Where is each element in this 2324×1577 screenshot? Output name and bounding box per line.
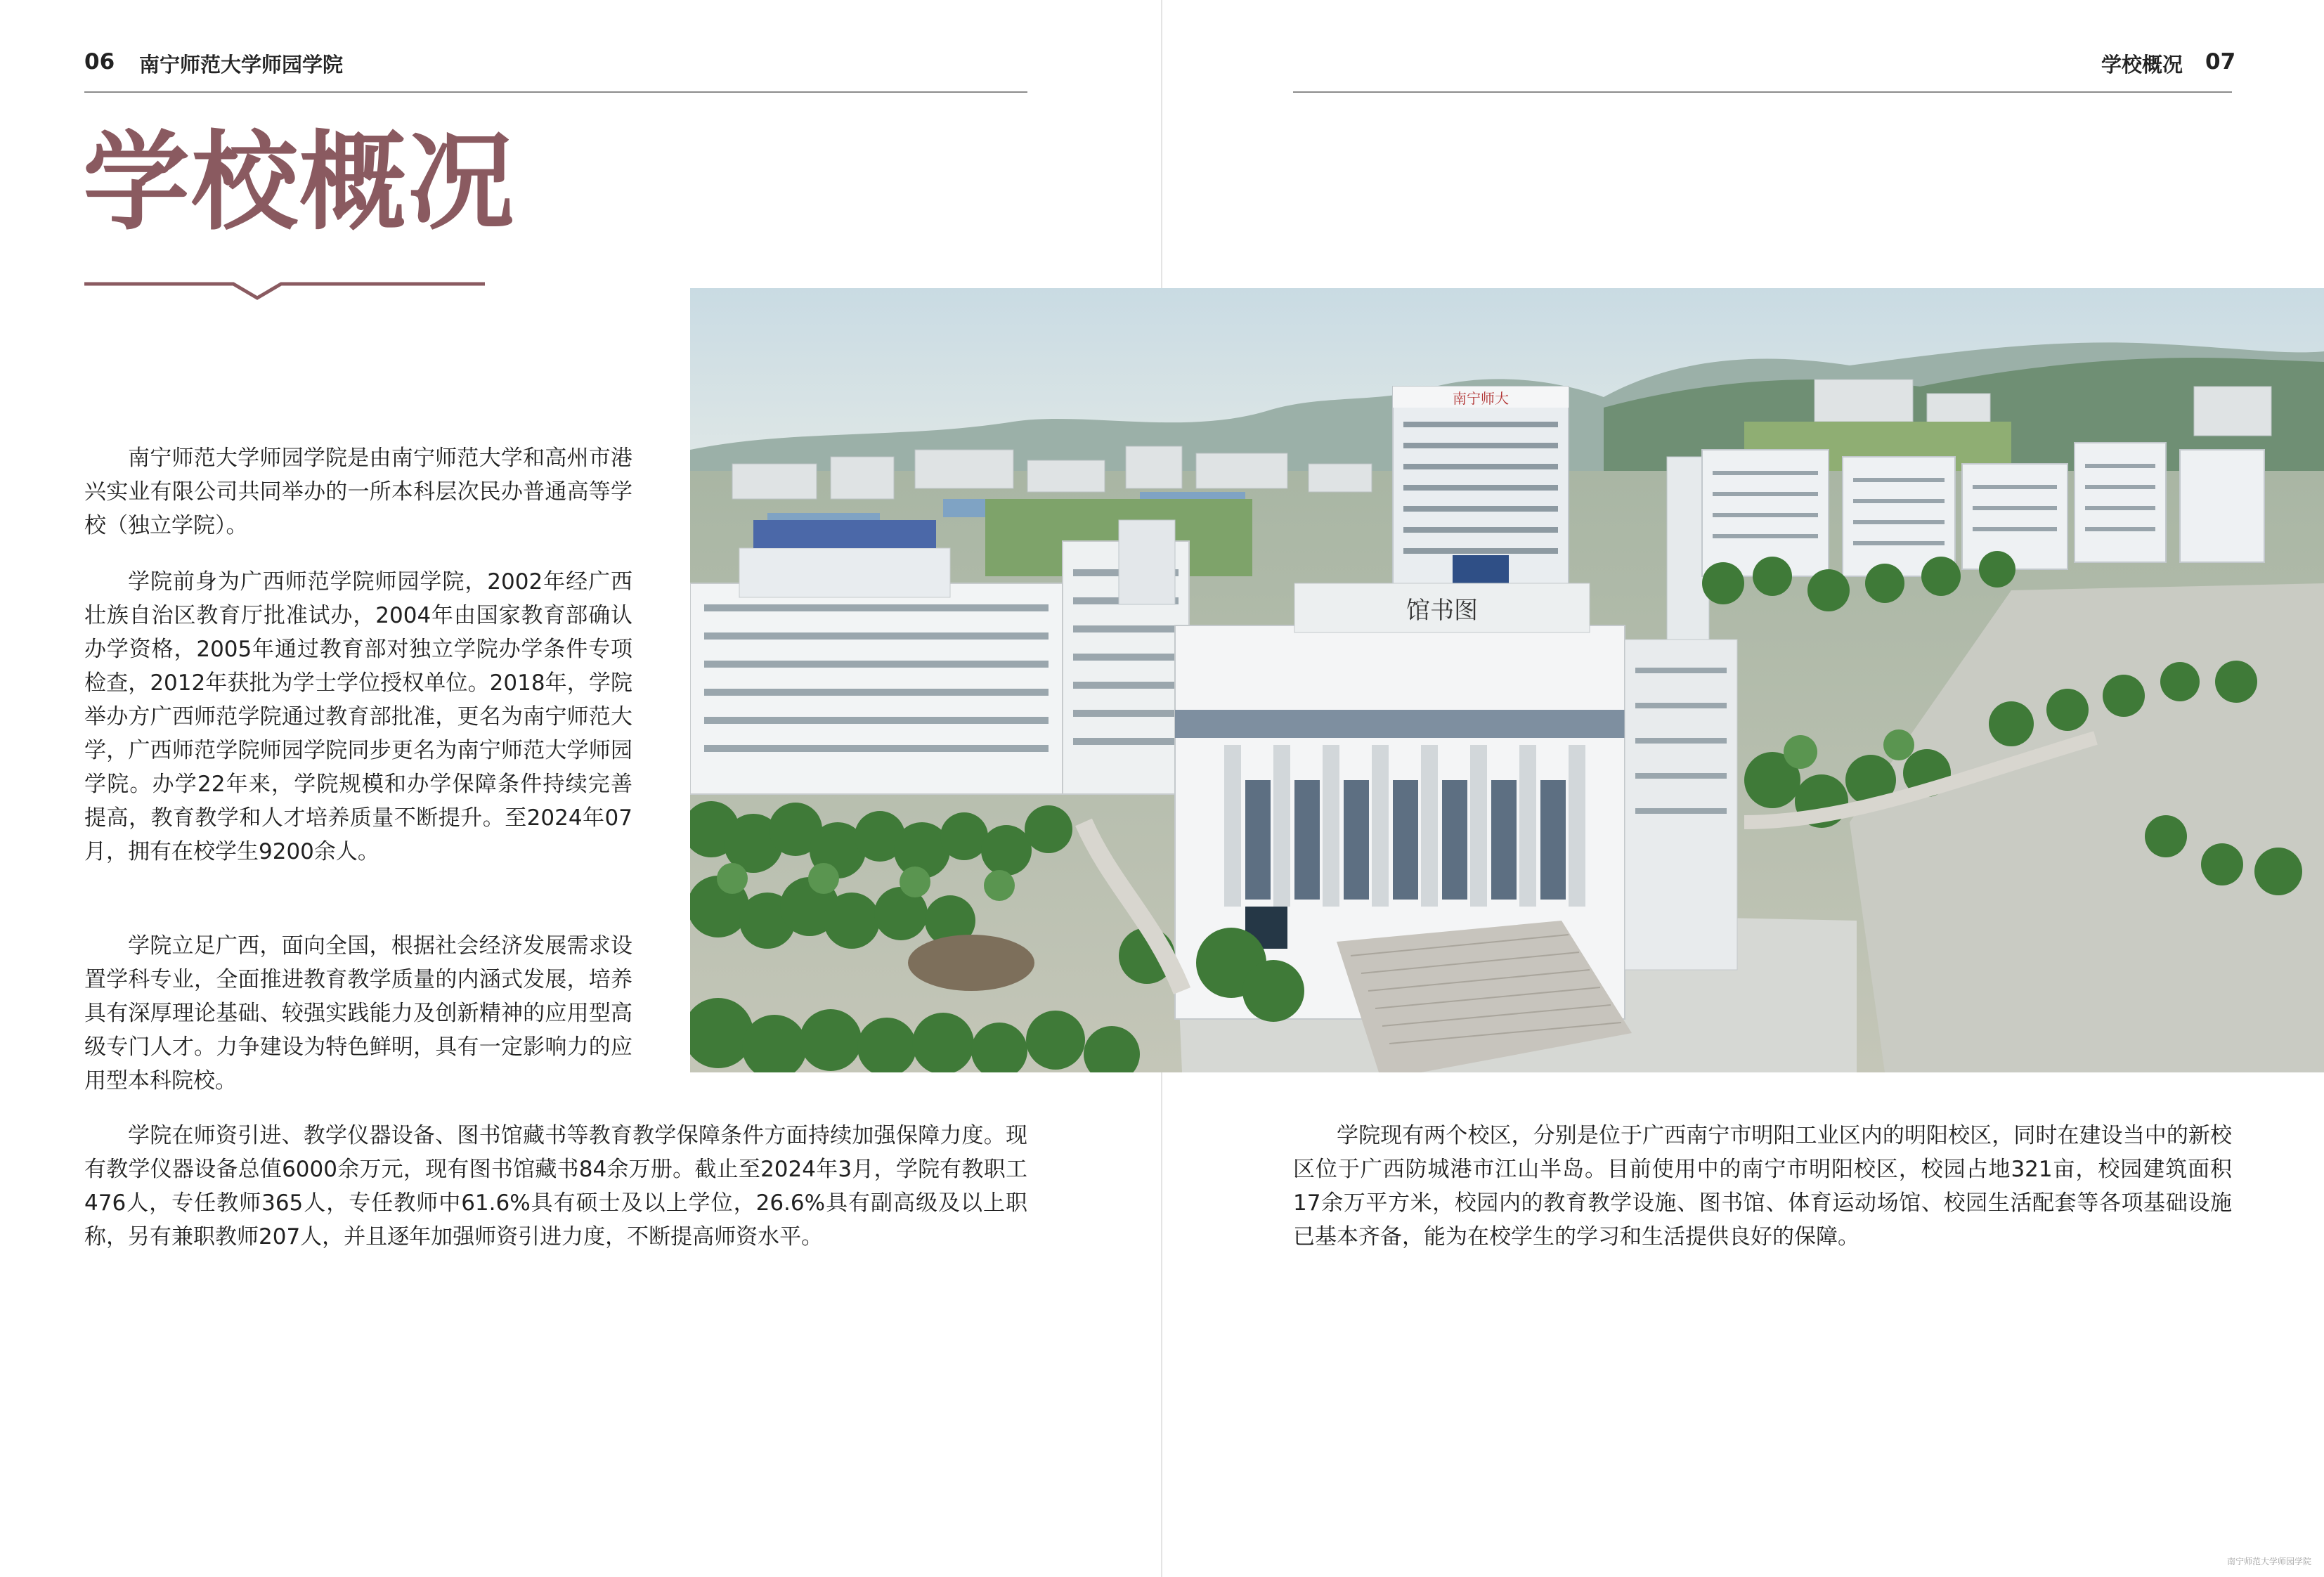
intro-paragraph-1: 南宁师范大学师园学院是由南宁师范大学和高州市港兴实业有限公司共同举办的一所本科层次民办普通高等学校（独立学院）。 [84,446,632,538]
left-header-rule [84,91,1027,93]
library-sign: 馆书图 [1406,597,1478,625]
right-page-number: 07 [2205,49,2236,74]
page-title: 学校概况 [83,120,516,245]
footer-watermark: 南宁师范大学师园学院 [2226,1557,2311,1566]
title-underline [84,278,485,302]
left-header-title: 南宁师范大学师园学院 [139,53,344,77]
left-page-number: 06 [84,49,115,74]
campus-paragraph: 学院现有两个校区，分别是位于广西南宁市明阳工业区内的明阳校区，同时在建设当中的新校区位于广西防城港市江山半岛。目前使用中的南宁市明阳校区，校园占地321亩，校园建筑面积17余万平方米，校园内的教育教学设施、图书馆、体育运动场馆、校园生活配套等各项基础设施已基本齐备，能为在校学生的学习和生活提供良好的保障。 [1293,1123,2232,1250]
intro-paragraph-3: 学院立足广西，面向全国，根据社会经济发展需求设置学科专业，全面推进教育教学质量的内涵式发展，培养具有深厚理论基础、较强实践能力及创新精神的应用型高级专门人才。力争建设为特色鲜明，具有一定影响力的应用型本科院校。 [84,933,632,1093]
tower-sign: 南宁师大 [1453,390,1509,407]
campus-aerial-photo [690,288,2324,1072]
intro-paragraph-4: 学院在师资引进、教学仪器设备、图书馆藏书等教育教学保障条件方面持续加强保障力度。现有教学仪器设备总值6000余万元，现有图书馆藏书84余万册。截止至2024年3月，学院有教职工476人，专任教师365人，专任教师中61.6%具有硕士及以上学位，26.6%具有副高级及以上职称，另有兼职教师207人，并且逐年加强师资引进力度，不断提高师资水平。 [84,1123,1027,1250]
right-header-title: 学校概况 [2101,53,2183,77]
right-header-rule [1293,91,2232,93]
intro-paragraph-2: 学院前身为广西师范学院师园学院，2002年经广西壮族自治区教育厅批准试办，2004年由国家教育部确认办学资格，2005年通过教育部对独立学院办学条件专项检查，2012年获批为学士学位授权单位。2018年，学院举办方广西师范学院通过教育部批准，更名为南宁师范大学，广西师范学院师园学院同步更名为南宁师范大学师园学院。办学22年来，学院规模和办学保障条件持续完善提高，教育教学和人才培养质量不断提升。至2024年07月，拥有在校学生9200余人。 [84,569,632,864]
